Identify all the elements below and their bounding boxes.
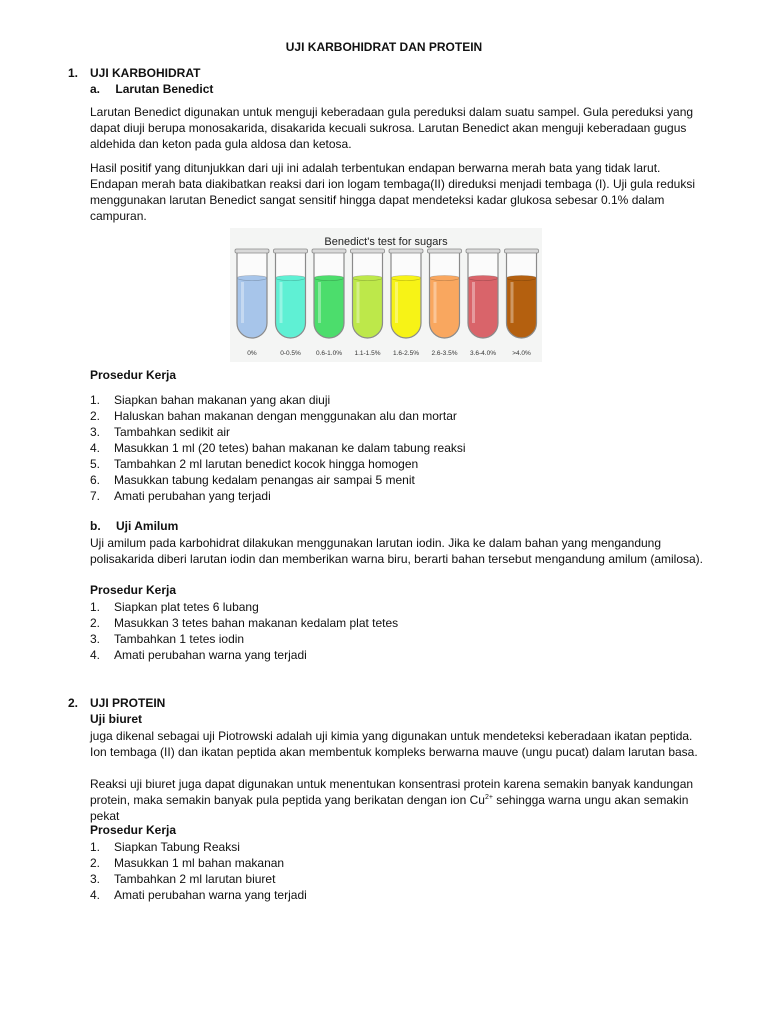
tube-label: 3.6-4.0%: [469, 350, 497, 357]
tube-highlight: [395, 282, 398, 323]
tube-highlight: [511, 282, 514, 323]
tube-glass: [391, 252, 421, 278]
list-number: 3.: [90, 632, 101, 646]
list-number: 4.: [90, 888, 101, 902]
tube-rim: [428, 249, 462, 253]
subsection-b-letter: b.: [90, 519, 101, 533]
biuret-paragraph-2-part2: sehingga warna ungu akan semakin pekat: [90, 793, 689, 823]
tube-highlight: [318, 282, 321, 323]
prosedur-a-heading: Prosedur Kerja: [90, 368, 177, 382]
uji-biuret-heading: Uji biuret: [90, 712, 143, 726]
tube-liquid-surface: [353, 276, 383, 281]
tube-glass: [353, 252, 383, 278]
benedict-paragraph-2-text: Hasil positif yang ditunjukkan dari uji ini adalah terbentukan endapan berwarna merah bata yang tidak larut. Endapan merah bata diakibatkan reaksi dari ion logam tembaga(II) direduksi menjadi tembaga (I). Uji gula reduksi menggunakan larutan Benedict sangat sensitif hingga dapat mendeteksi kadar glukosa sebesar 0.1% dalam campuran.: [90, 161, 695, 223]
biuret-paragraph-1-text: juga dikenal sebagai uji Piotrowski adalah uji kimia yang digunakan untuk mendeteksi keberadaan ikatan peptida. Ion tembaga (II) dan ikatan peptida akan membentuk kompleks berwarna mauve (ungu pucat) dalam larutan basa.: [90, 729, 698, 759]
tube-label: 0%: [247, 350, 257, 357]
list-item-text: Masukkan tabung kedalam penangas air sampai 5 menit: [114, 473, 415, 487]
prosedur-b-heading: Prosedur Kerja: [90, 583, 177, 597]
biuret-paragraph-2-text: [90, 776, 710, 824]
subsection-a-heading: [90, 82, 213, 96]
tube-liquid-surface: [237, 276, 267, 281]
tube-label: 1.6-2.5%: [392, 350, 420, 357]
list-item-text: Amati perubahan yang terjadi: [114, 489, 271, 503]
list-number: 2.: [90, 616, 101, 630]
list-number: 2.: [90, 856, 101, 870]
tube-highlight: [434, 282, 437, 323]
list-number: 7.: [90, 489, 101, 503]
tube-rim: [274, 249, 308, 253]
tube-liquid-surface: [391, 276, 421, 281]
benedict-paragraph-2: [90, 160, 710, 224]
tube-rim: [235, 249, 269, 253]
subsection-b-title: Uji Amilum: [116, 519, 179, 533]
tube-liquid-surface: [314, 276, 344, 281]
biuret-paragraph-1: [90, 728, 710, 760]
subsection-a-title: Larutan Benedict: [115, 82, 214, 96]
prosedur-protein-heading: Prosedur Kerja: [90, 823, 177, 837]
list-item-text: Tambahkan 2 ml larutan biuret: [114, 872, 276, 886]
tube-rim: [389, 249, 423, 253]
tube-liquid-surface: [507, 276, 537, 281]
section-2-title: UJI PROTEIN: [90, 696, 166, 710]
tube-glass: [430, 252, 460, 278]
benedict-paragraph-1-text: Larutan Benedict digunakan untuk menguji keberadaan gula pereduksi dalam suatu sampel. Gula pereduksi yang dapat diuji berupa monosakarida, disakarida kecuali sukrosa. Larutan Benedict akan menguji keberadaan gugus aldehida dan keton pada gula aldosa dan ketosa.: [90, 105, 694, 151]
list-item-text: Masukkan 1 ml bahan makanan: [114, 856, 285, 870]
list-number: 5.: [90, 457, 101, 471]
tube-liquid-surface: [276, 276, 306, 281]
tube-glass: [314, 252, 344, 278]
tube-glass: [237, 252, 267, 278]
cu-charge-superscript: 2+: [484, 794, 493, 801]
list-item-text: Haluskan bahan makanan dengan menggunakan alu dan mortar: [114, 409, 457, 423]
subsection-b-heading: [90, 519, 178, 533]
tube-highlight: [241, 282, 244, 323]
list-item-text: Amati perubahan warna yang terjadi: [114, 888, 307, 902]
benedict-paragraph-1: [90, 104, 710, 152]
tube-highlight: [472, 282, 475, 323]
tube-rim: [505, 249, 539, 253]
section-1-number: 1.: [68, 66, 79, 80]
tube-label: >4.0%: [512, 350, 531, 357]
section-1-title: UJI KARBOHIDRAT: [90, 66, 201, 80]
subsection-a-letter: a.: [90, 82, 101, 96]
list-item-text: Siapkan bahan makanan yang akan diuji: [114, 393, 331, 407]
list-number: 4.: [90, 441, 101, 455]
section-2-number: 2.: [68, 696, 79, 710]
biuret-paragraph-2: [90, 776, 710, 824]
tube-label: 2.6-3.5%: [431, 350, 458, 357]
list-item-text: Amati perubahan warna yang terjadi: [114, 648, 307, 662]
tube-glass: [468, 252, 498, 278]
figure-title: Benedict's test for sugars: [324, 236, 448, 248]
list-item-text: Tambahkan 1 tetes iodin: [114, 632, 245, 646]
tube-label: 1.1-1.5%: [354, 350, 381, 357]
list-number: 3.: [90, 872, 101, 886]
tube-liquid-surface: [430, 276, 460, 281]
tube-glass: [276, 252, 306, 278]
list-number: 1.: [90, 600, 101, 614]
tube-liquid-surface: [468, 276, 498, 281]
tube-rim: [312, 249, 346, 253]
list-number: 2.: [90, 409, 101, 423]
benedict-test-figure: [230, 228, 542, 362]
tube-label: 0-0.5%: [280, 350, 301, 357]
document-title: UJI KARBOHIDRAT DAN PROTEIN: [285, 40, 483, 54]
tube-label: 0.6-1.0%: [315, 350, 343, 357]
list-number: 1.: [90, 840, 101, 854]
list-number: 1.: [90, 393, 101, 407]
tube-highlight: [280, 282, 283, 323]
list-item-text: Siapkan Tabung Reaksi: [114, 840, 240, 854]
amilum-paragraph-text: Uji amilum pada karbohidrat dilakukan menggunakan larutan iodin. Jika ke dalam bahan yang mengandung polisakarida diberi larutan iodin dan memberikan warna biru, berarti bahan tersebut mengandung amilum (amilosa).: [90, 536, 703, 566]
list-item-text: Tambahkan 2 ml larutan benedict kocok hingga homogen: [114, 457, 419, 471]
list-item-text: Tambahkan sedikit air: [114, 425, 231, 439]
list-number: 3.: [90, 425, 101, 439]
tube-glass: [507, 252, 537, 278]
biuret-paragraph-2-part1: Reaksi uji biuret juga dapat digunakan untuk menentukan konsentrasi protein karena semakin banyak kandungan protein, maka semakin banyak pula peptida yang berikatan dengan ion Cu: [90, 777, 694, 807]
list-item-text: Masukkan 1 ml (20 tetes) bahan makanan ke dalam tabung reaksi: [114, 441, 466, 455]
tube-highlight: [357, 282, 360, 323]
tube-rim: [351, 249, 385, 253]
amilum-paragraph: [90, 535, 710, 567]
list-number: 6.: [90, 473, 101, 487]
list-item-text: Masukkan 3 tetes bahan makanan kedalam plat tetes: [114, 616, 399, 630]
tube-rim: [466, 249, 500, 253]
list-number: 4.: [90, 648, 101, 662]
list-item-text: Siapkan plat tetes 6 lubang: [114, 600, 259, 614]
